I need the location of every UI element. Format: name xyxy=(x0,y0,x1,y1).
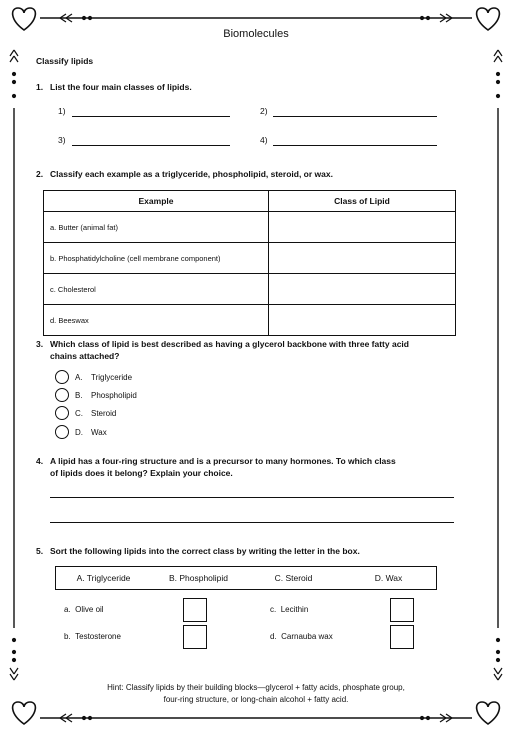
answer-cell[interactable] xyxy=(269,243,456,274)
sort-item: a. Olive oil xyxy=(64,605,104,614)
hint-text: Hint: Classify lipids by their building blocks—glycerol + fatty acids, phosphate group, four-ring structure, or long-chain alcohol + fatty acid. xyxy=(107,683,405,704)
question-text-cont: of lipids does it belong? Explain your choice. xyxy=(50,468,233,478)
page-title: Biomolecules xyxy=(223,28,289,40)
radio-circle-icon[interactable] xyxy=(55,370,69,384)
answer-line[interactable] xyxy=(50,522,454,523)
question-5 xyxy=(36,545,360,557)
blank-label: 1) xyxy=(58,106,66,116)
sort-item: b. Testosterone xyxy=(64,632,121,641)
question-number: 4. xyxy=(36,456,44,466)
heart-icon xyxy=(477,8,500,30)
column-header: Example xyxy=(44,191,269,212)
table-row xyxy=(44,212,456,243)
radio-circle-icon[interactable] xyxy=(55,388,69,402)
answer-cell[interactable] xyxy=(269,274,456,305)
heart-icon xyxy=(13,8,36,30)
sort-item: d. Carnauba wax xyxy=(270,632,333,641)
question-number: 1. xyxy=(36,82,44,92)
option-b[interactable]: B. Phospholipid xyxy=(55,387,137,403)
answer-box[interactable] xyxy=(183,625,207,649)
question-1 xyxy=(36,81,192,93)
answer-box[interactable] xyxy=(183,598,207,622)
question-3 xyxy=(36,338,409,350)
category-label: B. Phospholipid xyxy=(168,573,229,583)
answer-cell[interactable] xyxy=(269,305,456,336)
blank-label: 2) xyxy=(260,106,268,116)
table-header-row xyxy=(44,191,456,212)
blank-label: 4) xyxy=(260,135,268,145)
column-header: Class of Lipid xyxy=(269,191,456,212)
question-text-cont: chains attached? xyxy=(50,351,120,361)
option-a[interactable]: A. Triglyceride xyxy=(55,369,132,385)
question-text: A lipid has a four-ring structure and is a precursor to many hormones. To which class xyxy=(50,456,396,466)
table-row xyxy=(44,305,456,336)
blank-label: 3) xyxy=(58,135,66,145)
question-2 xyxy=(36,168,333,180)
example-cell: a. Butter (animal fat) xyxy=(44,212,269,243)
answer-box[interactable] xyxy=(390,598,414,622)
answer-line[interactable] xyxy=(273,145,437,146)
table-row xyxy=(44,243,456,274)
category-key xyxy=(55,566,437,590)
example-cell: b. Phosphatidylcholine (cell membrane component) xyxy=(44,243,269,274)
answer-line[interactable] xyxy=(72,116,230,117)
question-number: 5. xyxy=(36,546,44,556)
option-d[interactable]: D. Wax xyxy=(55,424,107,440)
example-cell: d. Beeswax xyxy=(44,305,269,336)
classification-table xyxy=(43,190,456,336)
question-number: 2. xyxy=(36,169,44,179)
answer-cell[interactable] xyxy=(269,212,456,243)
question-text: Classify each example as a triglyceride, phospholipid, steroid, or wax. xyxy=(50,169,333,179)
question-number: 3. xyxy=(36,339,44,349)
answer-line[interactable] xyxy=(273,116,437,117)
sort-item: c. Lecithin xyxy=(270,605,309,614)
radio-circle-icon[interactable] xyxy=(55,425,69,439)
category-label: D. Wax xyxy=(374,573,403,583)
radio-circle-icon[interactable] xyxy=(55,406,69,420)
question-text: List the four main classes of lipids. xyxy=(50,82,192,92)
category-label: C. Steroid xyxy=(274,573,313,583)
table-row xyxy=(44,274,456,305)
answer-line[interactable] xyxy=(72,145,230,146)
answer-line[interactable] xyxy=(50,497,454,498)
answer-box[interactable] xyxy=(390,625,414,649)
question-text: Which class of lipid is best described as having a glycerol backbone with three fatty acid xyxy=(50,339,409,349)
example-cell: c. Cholesterol xyxy=(44,274,269,305)
category-label: A. Triglyceride xyxy=(76,573,131,583)
option-c[interactable]: C. Steroid xyxy=(55,405,116,421)
section-heading: Classify lipids xyxy=(36,56,94,66)
question-4 xyxy=(36,455,396,467)
question-text: Sort the following lipids into the correct class by writing the letter in the box. xyxy=(50,546,360,556)
